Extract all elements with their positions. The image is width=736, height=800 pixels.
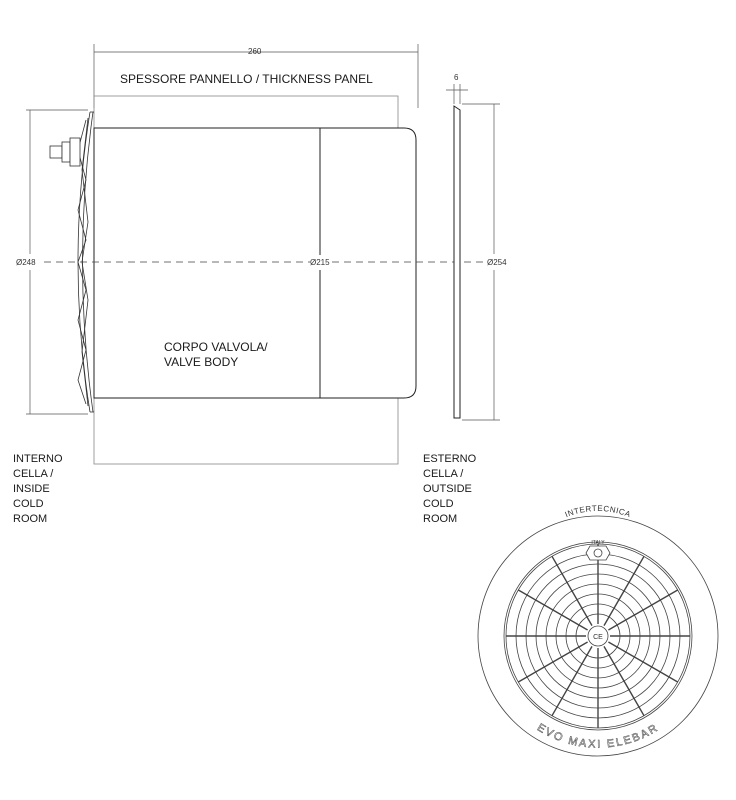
outside-plate — [454, 106, 460, 418]
inside-line-1: INTERNO — [13, 453, 63, 465]
inside-cold-room-label — [13, 452, 63, 527]
outside-line-1: ESTERNO — [423, 453, 477, 465]
center-mark: CE — [593, 634, 603, 641]
outside-line-2: CELLA / — [423, 468, 464, 480]
grille-spoke — [608, 590, 677, 630]
label-6: 6 — [454, 73, 459, 82]
product-text: EVO MAXI ELEBAR — [534, 721, 662, 751]
label-d254: Ø254 — [487, 255, 507, 270]
grille-spoke — [608, 642, 677, 682]
outside-line-3: OUTSIDE — [423, 483, 472, 495]
label-d248: Ø248 — [16, 255, 36, 270]
thickness-panel-label: SPESSORE PANNELLO / THICKNESS PANEL — [120, 72, 373, 86]
label-260: 260 — [248, 47, 262, 56]
label-d215: Ø215 — [310, 255, 330, 270]
brand-text: INTERTECNICA — [563, 503, 633, 520]
grille-spoke — [518, 590, 587, 630]
country-text: ITALY — [591, 540, 605, 546]
inside-line-5: ROOM — [13, 513, 48, 525]
grille-spoke — [604, 646, 644, 715]
grille-spoke — [552, 556, 592, 625]
outside-cold-room-label — [423, 452, 476, 527]
inside-line-3: INSIDE — [13, 483, 50, 495]
grille-spoke — [552, 646, 592, 715]
outside-line-5: ROOM — [423, 513, 458, 525]
valve-body-line-2: VALVE BODY — [164, 355, 239, 369]
drain-fitting — [50, 138, 80, 166]
grille-spoke — [604, 556, 644, 625]
inside-line-4: COLD — [13, 498, 44, 510]
dimension-6 — [446, 84, 468, 104]
valve-body-line-1: CORPO VALVOLA/ — [164, 340, 268, 354]
inside-line-2: CELLA / — [13, 468, 54, 480]
valve-body-label — [164, 340, 268, 370]
top-nut — [586, 546, 610, 560]
outside-line-4: COLD — [423, 498, 454, 510]
grille-spoke — [518, 642, 587, 682]
